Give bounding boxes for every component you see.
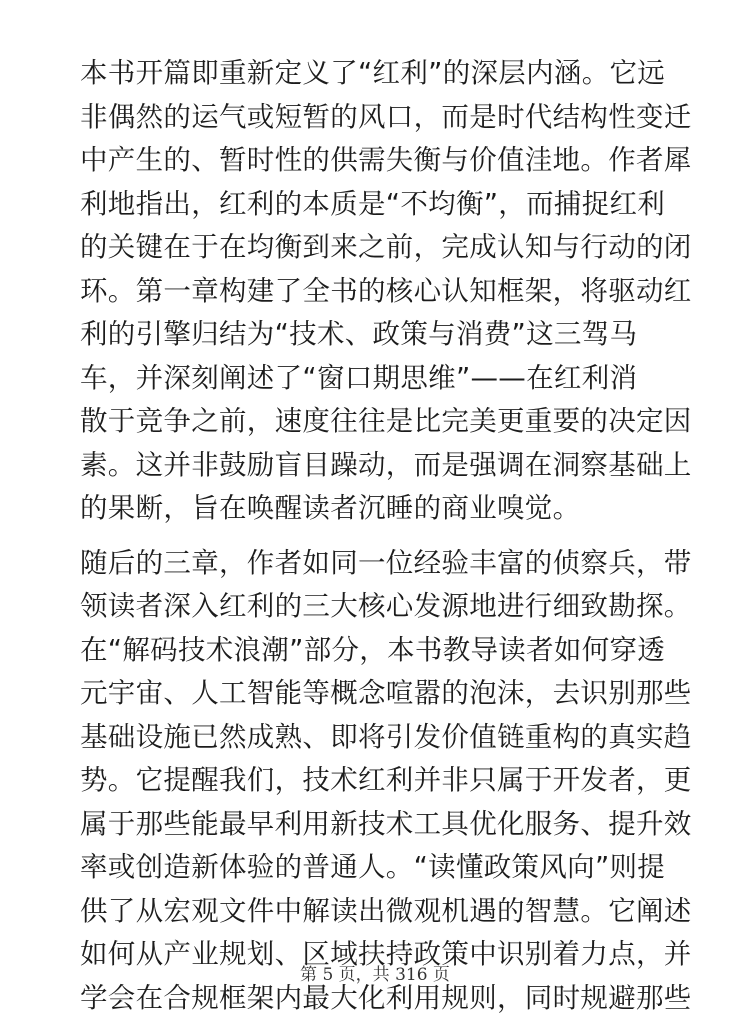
text-line: 供了从宏观文件中解读出微观机遇的智慧。它阐述 <box>80 890 680 934</box>
text-line: 中产生的、暂时性的供需失衡与价值洼地。作者犀 <box>80 139 680 183</box>
text-line: 学会在合规框架内最大化利用规则，同时规避那些 <box>80 977 680 1020</box>
text-line: 基础设施已然成熟、即将引发价值链重构的真实趋 <box>80 716 680 760</box>
text-line: 的果断，旨在唤醒读者沉睡的商业嗅觉。 <box>80 487 680 531</box>
text-line: 势。它提醒我们，技术红利并非只属于开发者，更 <box>80 759 680 803</box>
text-line: 的关键在于在均衡到来之前，完成认知与行动的闭 <box>80 226 680 270</box>
text-line: 车，并深刻阐述了“窗口期思维”——在红利消 <box>80 357 680 401</box>
text-line: 领读者深入红利的三大核心发源地进行细致勘探。 <box>80 585 680 629</box>
text-line: 散于竞争之前，速度往往是比完美更重要的决定因 <box>80 400 680 444</box>
body-text <box>80 52 680 1020</box>
text-line: 环。第一章构建了全书的核心认知框架，将驱动红 <box>80 270 680 314</box>
text-line: 本书开篇即重新定义了“红利”的深层内涵。它远 <box>80 52 680 96</box>
text-line: 利的引擎归结为“技术、政策与消费”这三驾马 <box>80 313 680 357</box>
text-line: 非偶然的运气或短暂的风口，而是时代结构性变迁 <box>80 96 680 140</box>
text-line: 随后的三章，作者如同一位经验丰富的侦察兵，带 <box>80 542 680 586</box>
text-line: 利地指出，红利的本质是“不均衡”，而捕捉红利 <box>80 183 680 227</box>
text-line: 如何从产业规划、区域扶持政策中识别着力点，并 <box>80 933 680 977</box>
text-line: 元宇宙、人工智能等概念喧嚣的泡沫，去识别那些 <box>80 672 680 716</box>
text-line: 属于那些能最早利用新技术工具优化服务、提升效 <box>80 803 680 847</box>
text-line: 在“解码技术浪潮”部分，本书教导读者如何穿透 <box>80 629 680 673</box>
text-line: 素。这并非鼓励盲目躁动，而是强调在洞察基础上 <box>80 444 680 488</box>
page-number-footer: 第 5 页，共 316 页 <box>0 960 750 985</box>
paragraph-1 <box>80 52 680 531</box>
text-line: 率或创造新体验的普通人。“读懂政策风向”则提 <box>80 846 680 890</box>
paragraph-2 <box>80 542 680 1020</box>
